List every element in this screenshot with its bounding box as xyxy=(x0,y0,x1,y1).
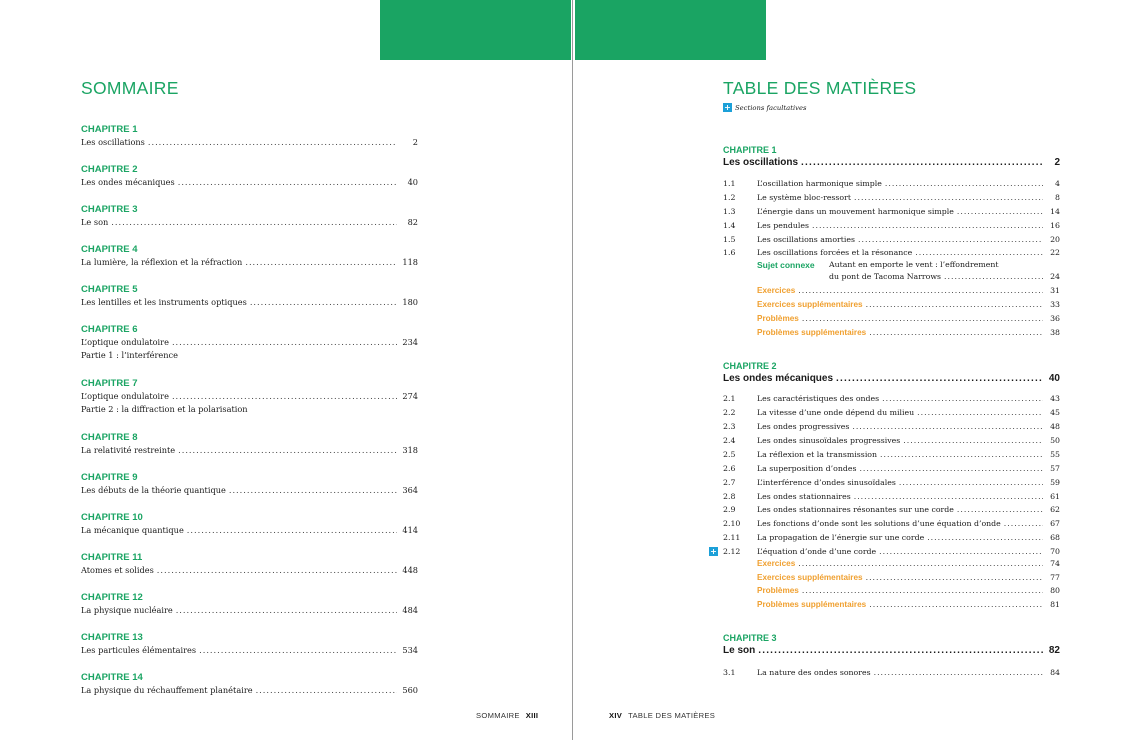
toc-problems[interactable] xyxy=(757,312,1060,325)
optional-section-icon: + xyxy=(710,547,717,556)
header-tab-right xyxy=(575,0,766,60)
related-topic-line1: Autant en emporte le vent : l’effondrement xyxy=(829,260,999,269)
toc-section[interactable] xyxy=(723,205,1060,218)
section-number: 1.2 xyxy=(723,193,736,202)
extra-page: 33 xyxy=(1050,300,1060,309)
toc-related-topic[interactable] xyxy=(757,258,1060,284)
chapter-title: Les ondes mécaniques xyxy=(723,373,834,384)
chapter-title: Les particules élémentaires xyxy=(81,645,197,655)
toc-section[interactable] xyxy=(723,420,1060,433)
chapter-label: CHAPITRE 7 xyxy=(81,378,138,389)
chapter-page: 274 xyxy=(402,391,418,401)
extra-title: Exercices supplémentaires xyxy=(757,573,863,582)
sommaire-chapter-3[interactable] xyxy=(81,204,418,229)
chapter-title: Les ondes mécaniques xyxy=(81,177,175,187)
chapter-title: Les débuts de la théorie quantique xyxy=(81,485,226,495)
section-page: 68 xyxy=(1050,533,1060,542)
section-title: Les caractéristiques des ondes xyxy=(757,394,880,403)
section-title: Les ondes progressives xyxy=(757,422,850,431)
chapter-label: CHAPITRE 12 xyxy=(81,592,143,603)
section-title: L’interférence d’ondes sinusoïdales xyxy=(757,478,896,487)
chapter-label: CHAPITRE 10 xyxy=(81,512,143,523)
toc-section[interactable] xyxy=(723,434,1060,447)
footer-right xyxy=(609,711,715,720)
footer-left xyxy=(476,711,538,720)
chapter-title: Les oscillations xyxy=(723,157,799,168)
related-topic-label: Sujet connexe xyxy=(757,260,815,270)
toc-section[interactable] xyxy=(723,462,1060,475)
section-number: 3.1 xyxy=(723,668,736,677)
chapter-label: CHAPITRE 2 xyxy=(81,164,138,175)
chapter-page: 2 xyxy=(412,137,418,147)
section-page: 14 xyxy=(1050,207,1060,216)
chapter-title: L’optique ondulatoire xyxy=(81,337,169,347)
section-title: Les oscillations forcées et la résonance xyxy=(757,248,913,257)
chapter-page: 82 xyxy=(407,217,418,227)
chapter-subtitle: Partie 2 : la diffraction et la polarisation xyxy=(81,404,248,414)
toc-problems[interactable] xyxy=(757,584,1060,597)
toc-section[interactable] xyxy=(723,233,1060,246)
section-title: Les ondes sinusoïdales progressives xyxy=(757,436,901,445)
section-page: 57 xyxy=(1050,464,1060,473)
header-tab-left xyxy=(380,0,571,60)
optional-section-icon: + xyxy=(724,103,731,112)
chapter-title: La relativité restreinte xyxy=(81,445,176,455)
section-number: 2.9 xyxy=(723,505,736,514)
section-page: 45 xyxy=(1050,408,1060,417)
section-title: Les oscillations amorties xyxy=(757,235,855,244)
chapter-label: CHAPITRE 2 xyxy=(723,361,777,371)
section-title: La nature des ondes sonores xyxy=(757,668,871,677)
section-number: 2.7 xyxy=(723,478,736,487)
toc-chapter-2-header[interactable] xyxy=(723,361,1060,386)
section-page: 84 xyxy=(1050,668,1060,677)
section-number: 1.3 xyxy=(723,207,736,216)
section-number: 2.8 xyxy=(723,492,736,501)
chapter-page: 364 xyxy=(402,485,418,495)
sommaire-chapter-5[interactable] xyxy=(81,284,418,309)
chapter-title: Les lentilles et les instruments optiques xyxy=(81,297,247,307)
section-title: Le système bloc-ressort xyxy=(757,193,851,202)
section-title: L’énergie dans un mouvement harmonique simple xyxy=(757,207,954,216)
section-number: 1.4 xyxy=(723,221,736,230)
sommaire-chapter-1[interactable] xyxy=(81,124,418,149)
section-page: 61 xyxy=(1050,492,1060,501)
chapter-label: CHAPITRE 3 xyxy=(81,204,138,215)
section-page: 50 xyxy=(1050,436,1060,445)
section-number: 1.1 xyxy=(723,179,736,188)
section-page: 48 xyxy=(1050,422,1060,431)
extra-page: 77 xyxy=(1050,573,1060,582)
chapter-label: CHAPITRE 9 xyxy=(81,472,138,483)
chapter-page: 40 xyxy=(1048,373,1060,384)
section-title: Les ondes stationnaires résonantes sur une corde xyxy=(757,505,954,514)
chapter-label: CHAPITRE 1 xyxy=(723,145,777,155)
section-number: 2.2 xyxy=(723,408,736,417)
section-title: La propagation de l’énergie sur une corde xyxy=(757,533,925,542)
toc-section[interactable] xyxy=(723,406,1060,419)
chapter-label: CHAPITRE 5 xyxy=(81,284,138,295)
footer-right-text: TABLE DES MATIÈRES xyxy=(628,711,716,720)
toc-section[interactable] xyxy=(723,666,1060,679)
chapter-page: 82 xyxy=(1048,645,1060,656)
section-page: 8 xyxy=(1055,193,1060,202)
toc-extra-problems[interactable] xyxy=(757,326,1060,339)
sommaire-chapter-12[interactable] xyxy=(81,592,418,617)
chapter-subtitle: Partie 1 : l’interférence xyxy=(81,350,178,360)
extra-page: 38 xyxy=(1050,328,1060,337)
footer-right-page: XIV xyxy=(609,711,623,720)
chapter-title: La physique du réchauffement planétaire xyxy=(81,685,253,695)
chapter-label: CHAPITRE 8 xyxy=(81,432,138,443)
section-title: La vitesse d’une onde dépend du milieu xyxy=(757,408,915,417)
toc-extra-exercises[interactable] xyxy=(757,298,1060,311)
chapter-label: CHAPITRE 1 xyxy=(81,124,138,135)
chapter-title: Les oscillations xyxy=(81,137,145,147)
sommaire-chapter-10[interactable] xyxy=(81,512,418,537)
toc-exercises[interactable] xyxy=(757,557,1060,570)
section-page: 62 xyxy=(1050,505,1060,514)
section-number: 2.1 xyxy=(723,394,736,403)
chapter-page: 534 xyxy=(402,645,418,655)
section-title: Les pendules xyxy=(757,221,810,230)
toc-chapter-1-header[interactable] xyxy=(723,145,1060,170)
sommaire-title: SOMMAIRE xyxy=(81,78,179,98)
chapter-title: La mécanique quantique xyxy=(81,525,184,535)
sommaire-chapter-11[interactable] xyxy=(81,552,418,577)
sommaire-chapter-9[interactable] xyxy=(81,472,418,497)
chapter-title: L’optique ondulatoire xyxy=(81,391,169,401)
extra-page: 74 xyxy=(1050,559,1060,568)
section-title: Les ondes stationnaires xyxy=(757,492,851,501)
sommaire-chapter-13[interactable] xyxy=(81,632,418,657)
section-title: L’oscillation harmonique simple xyxy=(757,179,882,188)
section-number: 1.6 xyxy=(723,248,736,257)
page-gutter xyxy=(572,0,573,740)
toc-section[interactable] xyxy=(723,490,1060,503)
chapter-title: La physique nucléaire xyxy=(81,605,173,615)
section-page: 55 xyxy=(1050,450,1060,459)
section-page: 22 xyxy=(1050,248,1060,257)
extra-title: Problèmes supplémentaires xyxy=(757,328,867,337)
section-page: 70 xyxy=(1050,547,1060,556)
chapter-title: Atomes et solides xyxy=(81,565,154,575)
extra-page: 81 xyxy=(1050,600,1060,609)
chapter-label: CHAPITRE 6 xyxy=(81,324,138,335)
extra-title: Exercices xyxy=(757,286,796,295)
section-page: 67 xyxy=(1050,519,1060,528)
toc-section[interactable] xyxy=(723,476,1060,489)
section-title: L’équation d’onde d’une corde xyxy=(757,547,877,556)
section-number: 2.3 xyxy=(723,422,736,431)
toc-extra-exercises[interactable] xyxy=(757,571,1060,584)
extra-page: 31 xyxy=(1050,286,1060,295)
chapter-label: CHAPITRE 13 xyxy=(81,632,143,643)
extra-title: Exercices xyxy=(757,559,796,568)
chapter-page: 40 xyxy=(407,177,418,187)
section-title: Les fonctions d’onde sont les solutions d’une équation d’onde xyxy=(757,519,1001,528)
chapter-page: 180 xyxy=(402,297,418,307)
toc-section[interactable] xyxy=(723,392,1060,405)
section-title: La superposition d’ondes xyxy=(757,464,857,473)
chapter-page: 318 xyxy=(402,445,418,455)
chapter-label: CHAPITRE 11 xyxy=(81,552,143,563)
toc-extra-problems[interactable] xyxy=(757,598,1060,611)
section-page: 59 xyxy=(1050,478,1060,487)
chapter-label: CHAPITRE 14 xyxy=(81,672,143,683)
toc-section[interactable] xyxy=(723,503,1060,516)
chapter-title: Le son xyxy=(723,645,756,656)
extra-page: 80 xyxy=(1050,586,1060,595)
extra-title: Problèmes xyxy=(757,314,799,323)
chapter-page: 560 xyxy=(402,685,418,695)
section-page: 43 xyxy=(1050,394,1060,403)
chapter-title: La lumière, la réflexion et la réfraction xyxy=(81,257,243,267)
chapter-page: 118 xyxy=(402,257,418,267)
chapter-page: 448 xyxy=(402,565,418,575)
chapter-label: CHAPITRE 4 xyxy=(81,244,138,255)
extra-title: Problèmes xyxy=(757,586,799,595)
toc-chapter-3-header[interactable] xyxy=(723,633,1060,658)
sommaire-chapter-2[interactable] xyxy=(81,164,418,189)
sommaire-chapter-7[interactable] xyxy=(81,378,418,416)
extra-title: Problèmes supplémentaires xyxy=(757,600,867,609)
toc-section[interactable] xyxy=(723,177,1060,190)
footer-left-text: SOMMAIRE xyxy=(476,711,520,720)
chapter-page: 234 xyxy=(402,337,418,347)
chapter-page: 414 xyxy=(402,525,418,535)
toc-section[interactable] xyxy=(723,448,1060,461)
chapter-page: 2 xyxy=(1054,157,1060,168)
section-number: 1.5 xyxy=(723,235,736,244)
sommaire-chapter-8[interactable] xyxy=(81,432,418,457)
related-topic-line2: du pont de Tacoma Narrows xyxy=(829,272,942,281)
toc-section[interactable] xyxy=(723,219,1060,232)
legend-text: Sections facultatives xyxy=(735,103,807,112)
chapter-title: Le son xyxy=(81,217,109,227)
section-number: 2.4 xyxy=(723,436,736,445)
section-page: 16 xyxy=(1050,221,1060,230)
toc-section[interactable] xyxy=(723,517,1060,530)
extra-page: 36 xyxy=(1050,314,1060,323)
sommaire-chapter-14[interactable] xyxy=(81,672,418,697)
related-topic-line2-row xyxy=(829,270,1060,283)
section-number: 2.5 xyxy=(723,450,736,459)
section-title: La réflexion et la transmission xyxy=(757,450,878,459)
section-number: 2.12 xyxy=(723,547,741,556)
toc-section[interactable] xyxy=(723,531,1060,544)
chapter-label: CHAPITRE 3 xyxy=(723,633,777,643)
sommaire-chapter-4[interactable] xyxy=(81,244,418,269)
optional-sections-legend xyxy=(723,103,806,112)
related-topic-page: 24 xyxy=(1050,272,1060,281)
section-page: 4 xyxy=(1055,179,1060,188)
toc-exercises[interactable] xyxy=(757,284,1060,297)
chapter-page: 484 xyxy=(402,605,418,615)
section-number: 2.10 xyxy=(723,519,741,528)
section-page: 20 xyxy=(1050,235,1060,244)
section-number: 2.11 xyxy=(723,533,741,542)
sommaire-chapter-6[interactable] xyxy=(81,324,418,362)
section-number: 2.6 xyxy=(723,464,736,473)
footer-left-page: XIII xyxy=(525,711,539,720)
extra-title: Exercices supplémentaires xyxy=(757,300,863,309)
toc-title: TABLE DES MATIÈRES xyxy=(723,78,917,98)
toc-section[interactable] xyxy=(723,191,1060,204)
